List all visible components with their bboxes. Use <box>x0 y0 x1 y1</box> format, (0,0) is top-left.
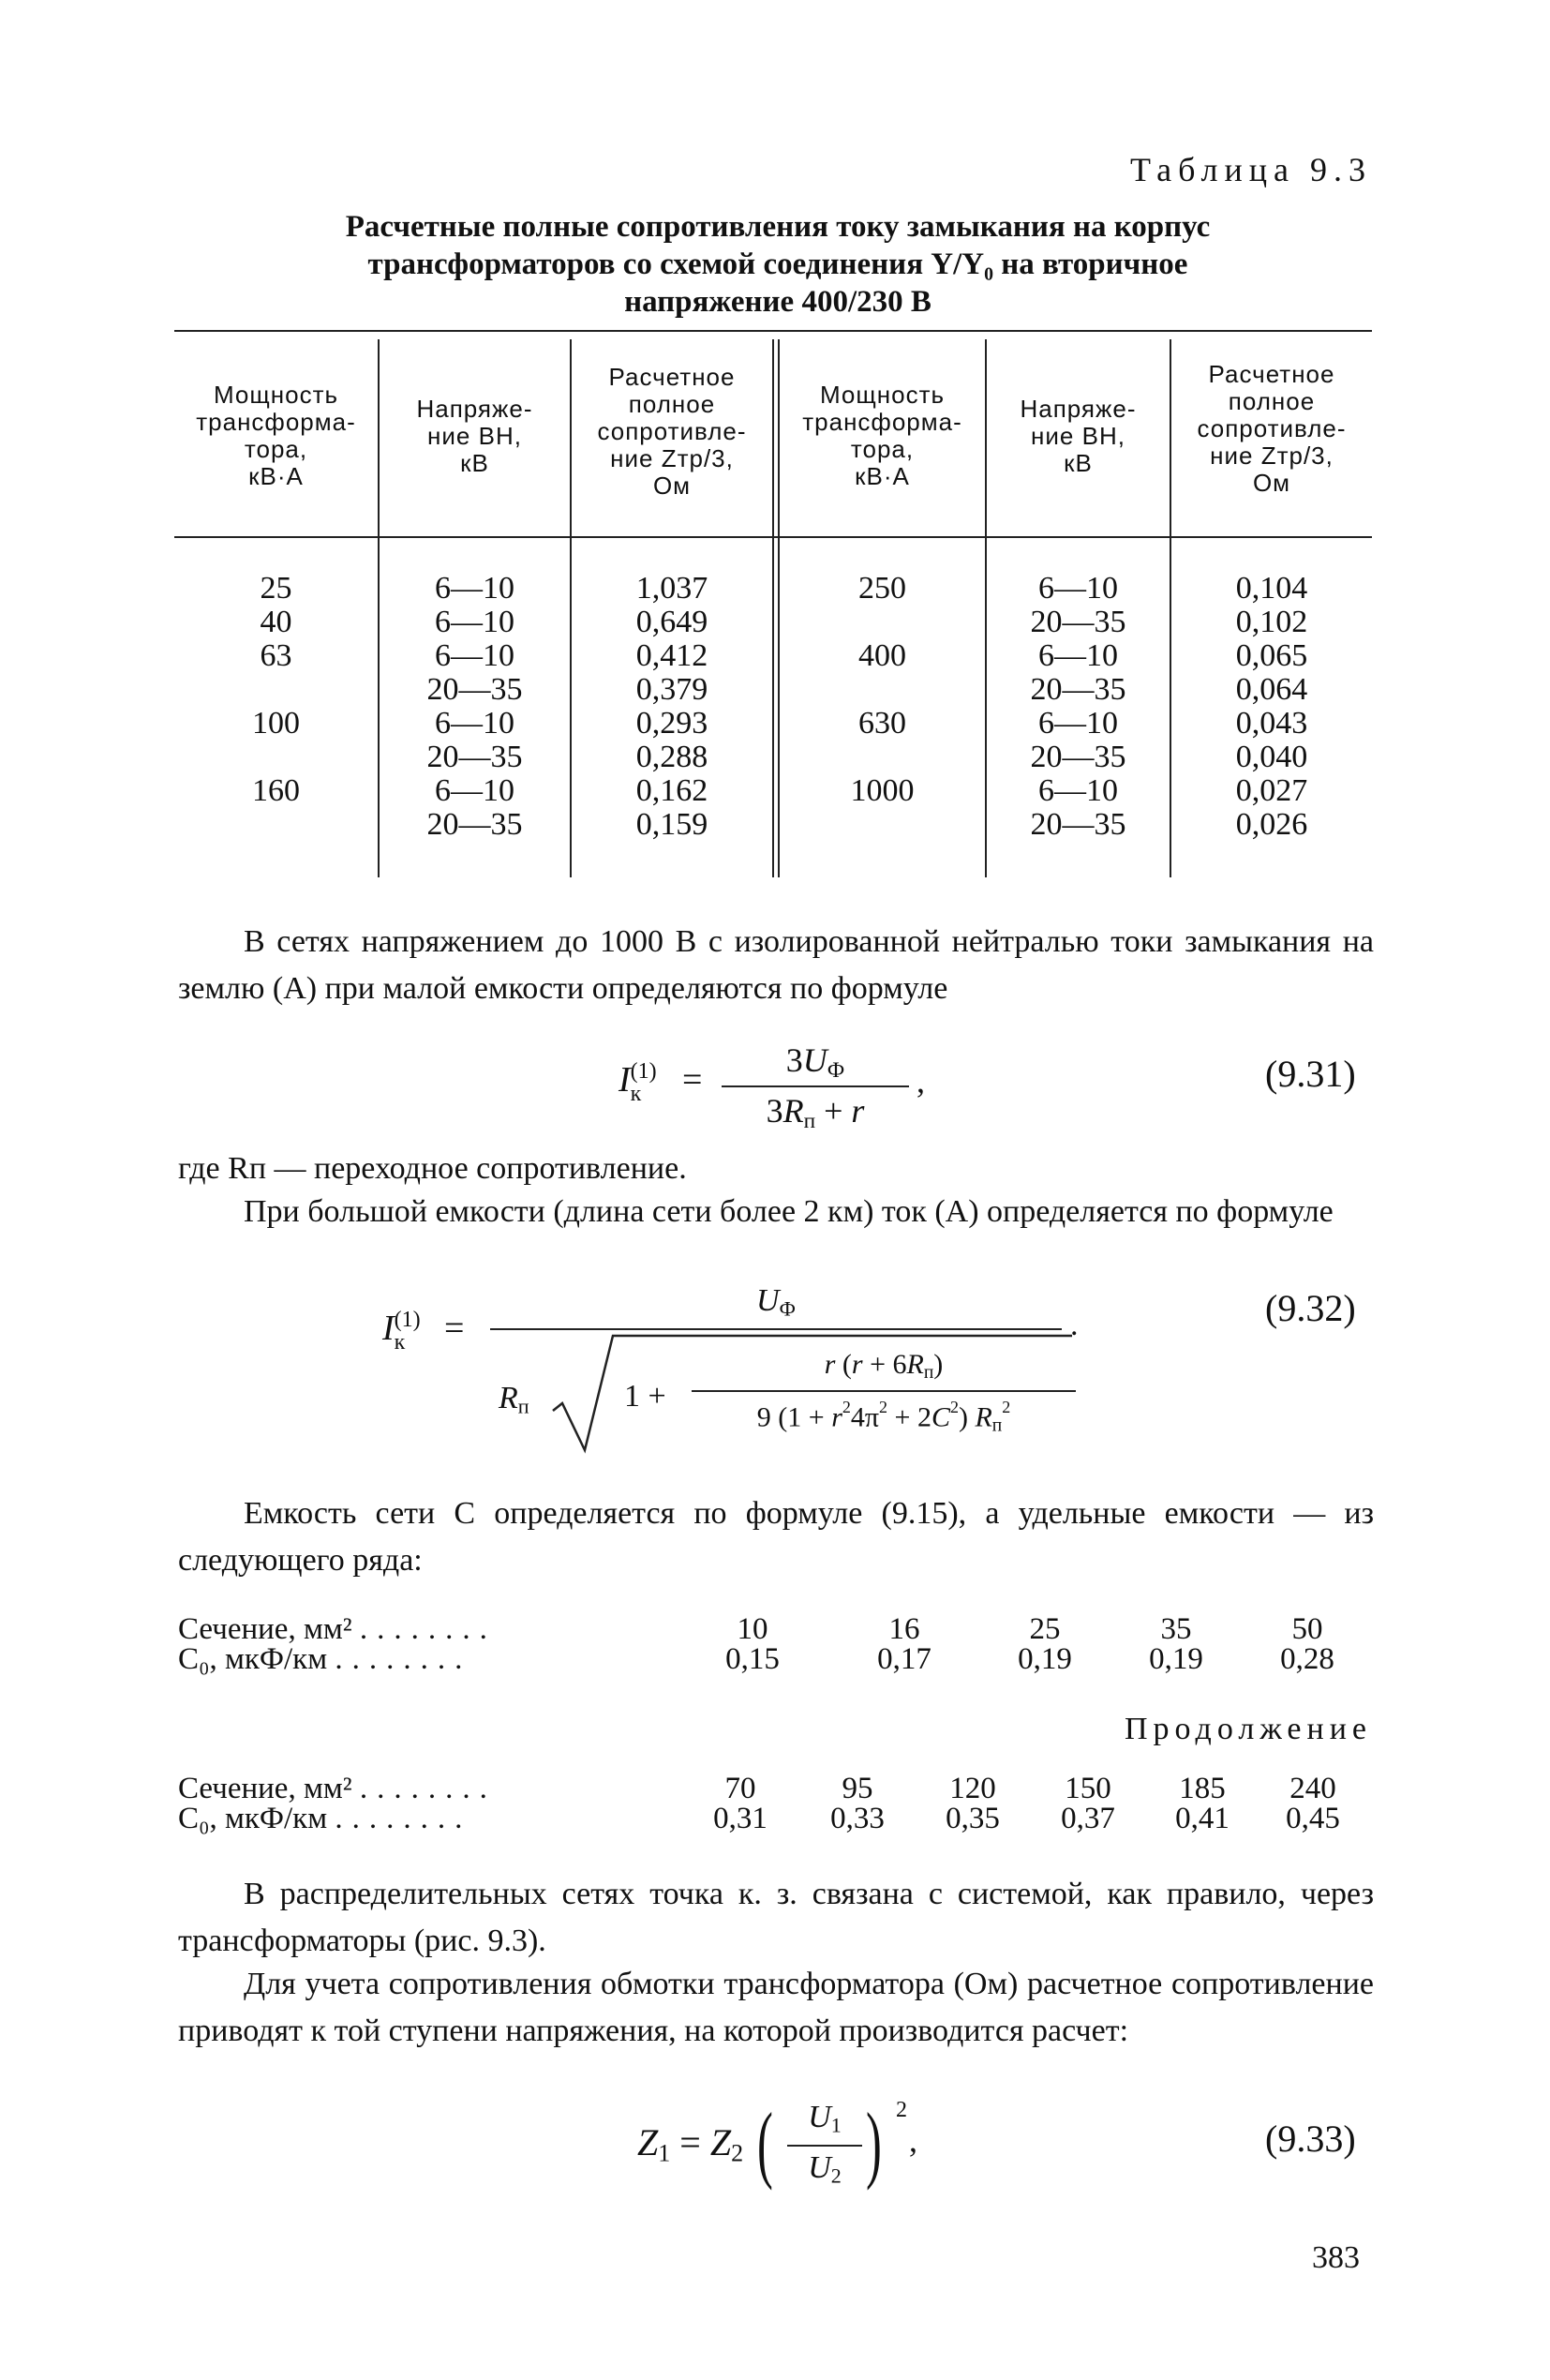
series2-section-3: 120 <box>949 1772 996 1805</box>
paragraph-2: где Rп — переходное сопротивление. <box>178 1151 687 1186</box>
formula-9-32: $I^{(1)}_к$ = $U_Ф$ $R_п$ 1 + r $(r + 6R_п)$ 9 $(1 + r^24\pi^2 + 2C^2)$ $R_п^2$ . <box>382 1270 1188 1467</box>
series2-value-3: 0,35 <box>946 1802 1000 1835</box>
continuation-label: Продолжение <box>1124 1712 1372 1746</box>
series2-value-2: 0,33 <box>830 1802 885 1835</box>
table-title-line-1: Расчетные полные сопротивления току замыкания на корпус <box>345 210 1211 244</box>
series1-value-3: 0,19 <box>1018 1642 1072 1676</box>
series2-label-section: Сечение, мм² ........ <box>178 1772 497 1805</box>
series1-label-capacity: C₀, мкФ/км ........ <box>178 1642 472 1676</box>
col-voltage-right: 6—10 20—35 6—10 20—35 6—10 20—35 6—10 20—35 <box>1030 571 1126 842</box>
col-resistance-left: 1,037 0,649 0,412 0,379 0,293 0,288 0,162 0,159 <box>635 571 708 842</box>
col-resistance-right: 0,104 0,102 0,065 0,064 0,043 0,040 0,027 0,026 <box>1235 571 1308 842</box>
paragraph-6: Для учета сопротивления обмотки трансформатора (Ом) расчетное сопротивление приводят к той ступени напряжения, на которой производится расчет: <box>178 1967 1374 2048</box>
series1-section-5: 50 <box>1291 1612 1323 1646</box>
series1-section-1: 10 <box>737 1612 768 1646</box>
table-top-rule <box>174 330 1372 332</box>
series2-section-6: 240 <box>1289 1772 1336 1805</box>
equation-number-9-32: (9.32) <box>1265 1287 1356 1329</box>
paragraph-1: В сетях напряжением до 1000 В с изолированной нейтралью токи замыкания на землю (А) при малой емкости определяются по формуле <box>178 924 1374 1006</box>
series2-value-1: 0,31 <box>713 1802 768 1835</box>
series2-section-5: 185 <box>1179 1772 1226 1805</box>
col-voltage-left: 6—10 6—10 6—10 20—35 6—10 20—35 6—10 20—35 <box>426 571 523 842</box>
table-title-line-3: напряжение 400/230 В <box>624 285 931 319</box>
header-voltage-left: Напряже- ние ВН, кВ <box>416 395 533 477</box>
formula-9-33: $Z_1 = Z_2$ ( $U_1$ $U_2$ ) 2 , <box>637 2095 917 2191</box>
header-power-left: Мощность трансформа- тора, кВ·А <box>196 381 356 490</box>
table-caption: Таблица 9.3 <box>1130 151 1372 188</box>
header-power-right: Мощность трансформа- тора, кВ·А <box>802 381 962 490</box>
series2-value-6: 0,45 <box>1286 1802 1340 1835</box>
formula-9-31: $I^{(1)}_к$ = $3U_Ф$ $3R_п + r$ , <box>619 1041 925 1133</box>
series1-section-3: 25 <box>1029 1612 1061 1646</box>
equation-number-9-33: (9.33) <box>1265 2118 1356 2160</box>
series1-value-2: 0,17 <box>877 1642 931 1676</box>
series1-label-section: Сечение, мм² ........ <box>178 1612 497 1646</box>
header-resistance-right: Расчетное полное сопротивле- ние Zтр/3, Ом <box>1197 360 1347 497</box>
page-number: 383 <box>1312 2240 1360 2275</box>
paragraph-3: При большой емкости (длина сети более 2 км) ток (А) определяется по формуле <box>244 1194 1334 1229</box>
series2-section-2: 95 <box>842 1772 873 1805</box>
paragraph-4: Емкость сети C определяется по формуле (9.15), а удельные емкости — из следующего ряда: <box>178 1496 1374 1578</box>
series2-value-5: 0,41 <box>1175 1802 1230 1835</box>
series2-section-1: 70 <box>724 1772 756 1805</box>
header-resistance-left: Расчетное полное сопротивле- ние Zтр/3, Ом <box>597 363 747 500</box>
table-title-line-2: трансформаторов со схемой соединения Y/Y₀ на вторичное <box>367 247 1188 281</box>
series2-section-4: 150 <box>1065 1772 1111 1805</box>
equation-number-9-31: (9.31) <box>1265 1053 1356 1095</box>
series1-value-5: 0,28 <box>1280 1642 1334 1676</box>
series2-value-4: 0,37 <box>1061 1802 1115 1835</box>
header-voltage-right: Напряже- ние ВН, кВ <box>1020 395 1137 477</box>
col-power-left: 25 40 63 100 160 <box>252 571 300 808</box>
table-vline-3a <box>772 339 774 877</box>
series1-value-1: 0,15 <box>725 1642 780 1676</box>
series1-value-4: 0,19 <box>1149 1642 1203 1676</box>
col-power-right: 250 400 630 1000 <box>850 571 915 808</box>
series1-section-2: 16 <box>888 1612 920 1646</box>
series2-label-capacity: C₀, мкФ/км ........ <box>178 1802 472 1835</box>
series1-section-4: 35 <box>1160 1612 1192 1646</box>
paragraph-5: В распределительных сетях точка к. з. связана с системой, как правило, через трансформаторы (рис. 9.3). <box>178 1877 1374 1958</box>
